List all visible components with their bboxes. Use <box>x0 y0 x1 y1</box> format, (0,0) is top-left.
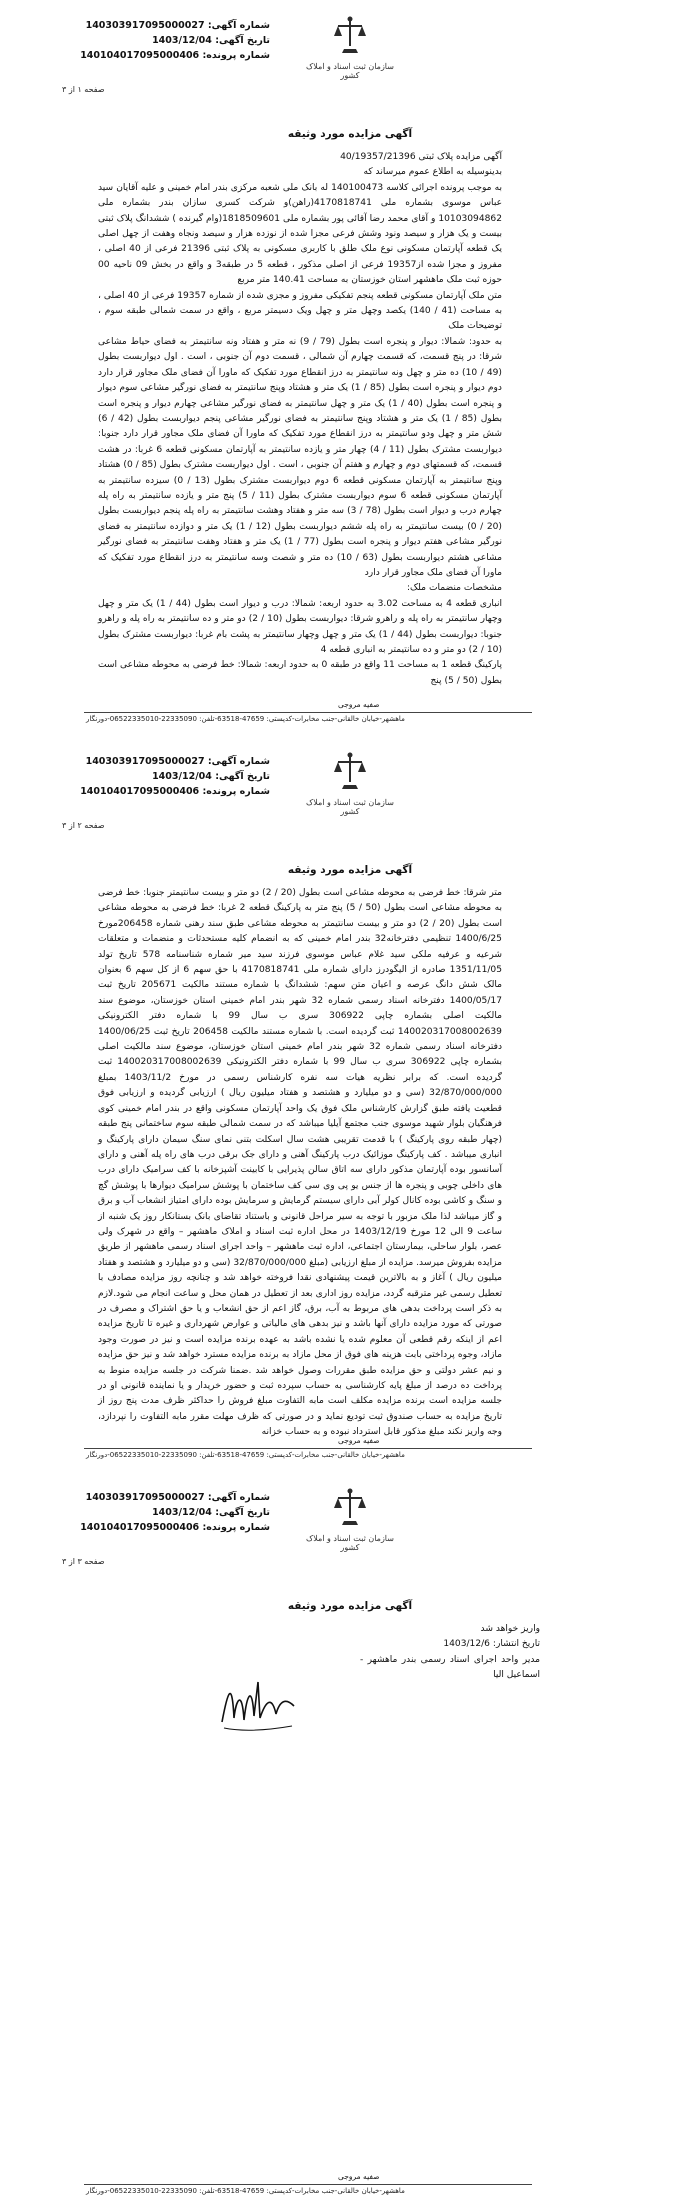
document-page-2 <box>0 736 700 1471</box>
page-label: صفحه ۲ از ۳ <box>62 821 105 830</box>
judiciary-emblem <box>300 752 400 816</box>
file-number: شماره پرونده: 140104017095000406 <box>80 786 270 797</box>
paragraph: به حدود: شمالا: دیوار و پنجره است بطول (79 / 9) نه متر و هفتاد ونه سانتیمتر به فضای حیاط مشاعی شرقا: در پنج قسمت، که قسمت چهارم آن شمالی ، قسمت دوم آن جنوبی ، است . اول دیواربست بطول (49 / 10) ده متر و چهل ونه سانتیمتر به درز انقطاع مورد تفکیک که ماورا آن فضای ملک مجاور قرار دارد دوم دیوار و پنجره است بطول (85 / 1) یک متر و هشتاد وپنج سانتیمتر به فضای نورگیر مشاعی سوم دیوار و پنجره است بطول (40 / 1) یک متر و چهل سانتیمتر به فضای نورگیر مشاعی چهارم دیوار و پنجره است بطول (85 / 1) یک متر و هشتاد وپنج سانتیمتر به فضای نورگیر مشاعی پنجم دیواربست بطول (42 / 6) شش متر و چهل ودو سانتیمتر به درز انقطاع مورد تفکیک که ماورا آن فضای ملک مجاور قرار دارد جنوبا: دیواربست مشترک بطول (11 / 4) چهار متر و یازده سانتیمتر به آپارتمان مسکونی قطعه 6 غربا: در هشت قسمت، که قسمتهای دوم و چهارم و هفتم آن جنوبی ، است . اول دیواربست مشترک بطول (85 / 0) هشتاد وپنج سانتیمتر به آپارتمان مسکونی قطعه 6 دوم دیواربست مشترک بطول (13 / 0) سیزده سانتیمتر به آپارتمان مسکونی قطعه 6 سوم دیواربست مشترک بطول (11 / 5) پنج متر و یازده سانتیمتر به راه پله چهارم درب و دیوار است بطول (78 / 3) سه متر و هفتاد وهشت سانتیمتر به راه پله پنجم دیواربست بطول (20 / 0) بیست سانتیمتر به راه پله ششم دیواربست بطول (12 / 1) یک متر و دوازده سانتیمتر به فضای نورگیر مشاعی هفتم دیوار و پنجره است بطول (77 / 1) یک متر و هفتاد وهفت سانتیمتر به فضای نورگیر مشاعی هشتم دیواربست بطول (63 / 10) ده متر و شصت وسه سانتیمتر به درز انقطاع مورد تفکیک که ماورا آن فضای ملک مجاور قرار دارد <box>98 336 502 578</box>
file-number: شماره پرونده: 140104017095000406 <box>80 1522 270 1533</box>
publish-date: تاریخ انتشار: 1403/12/6 <box>443 1639 540 1650</box>
footer-divider <box>84 1448 532 1449</box>
ad-meta <box>80 754 270 799</box>
organization-name: سازمان ثبت اسناد و املاک کشور <box>306 62 394 80</box>
paragraph: پارکینگ قطعه 1 به مساحت 11 واقع در طبقه 0 به حدود اربعه: شمالا: خط فرضی به محوطه مشاعی است بطول (50 / 5) پنج <box>98 660 502 686</box>
page-footer <box>0 1436 700 1466</box>
paragraph: بدینوسیله به اطلاع عموم میرساند که <box>363 167 502 178</box>
paragraph: واریز خواهد شد <box>480 1624 540 1634</box>
signature-image <box>214 1670 304 1740</box>
ad-date: تاریخ آگهی: 1403/12/04 <box>152 1507 270 1518</box>
page-label: صفحه ۳ از ۳ <box>62 1557 105 1566</box>
footer-divider <box>84 2184 532 2185</box>
ad-number: شماره آگهی: 140303917095000027 <box>85 20 270 31</box>
footer-address: ماهشهر-خیابان خالقانی-جنب مخابرات-کدپستی: 47659-63518-تلفن: 22335090-06522335010-دورنگار <box>86 715 405 723</box>
footer-sign-label: صفیه مروجی <box>338 2172 380 2181</box>
page-title: آگهی مزایده مورد وثیقه <box>287 128 413 140</box>
page-label: صفحه ۱ از ۳ <box>62 85 105 94</box>
page-title: آگهی مزایده مورد وثیقه <box>287 1600 413 1612</box>
notice-body <box>98 886 502 1441</box>
paragraph: به موجب پرونده اجرائی کلاسه 140100473 له بانک ملی شعبه مرکزی بندر امام خمینی و علیه آقایان سید عباس موسوی بشماره ملی 4170818741(راهن)و شرکت کسری سازان بندر بشماره ملی 10103094862 و آقای محمد رضا آقائی پور بشماره ملی 1818509601(وام گیرنده ) ششدانگ پلاک ثبتی بیست و یک هزار و سیصد ونود وشش فرعی مجزا شده از نوزده هزار و سیصد ونجاه وهفت از چهل اصلی یک قطعه آپارتمان مسکونی نوع ملک طلق با کاربری مسکونی به پلاک ثبتی 21396 فرعی از 40 اصلی ، مفروز و مجزا شده از19357 فرعی از اصلی مذکور ، قطعه 5 در طبقه3 و واقع در بخش 09 ناحیه 00 حوزه ثبت ملک ماهشهر استان خوزستان به مساحت 140.41 متر مربع <box>98 182 503 286</box>
scales-of-justice-icon <box>333 1488 367 1528</box>
footer-address: ماهشهر-خیابان خالقانی-جنب مخابرات-کدپستی: 47659-63518-تلفن: 22335090-06522335010-دورنگار <box>86 2187 405 2195</box>
ad-number: شماره آگهی: 140303917095000027 <box>85 1492 270 1503</box>
signatory: مدیر واحد اجرای اسناد رسمی بندر ماهشهر - اسماعیل الیا <box>360 1654 540 1681</box>
judiciary-emblem <box>300 1488 400 1552</box>
page-footer <box>0 2172 700 2202</box>
scales-of-justice-icon <box>333 752 367 792</box>
footer-divider <box>84 712 532 713</box>
paragraph: آگهی مزایده پلاک ثبتی 40/19357/21396 <box>340 152 502 162</box>
file-number: شماره پرونده: 140104017095000406 <box>80 50 270 61</box>
organization-name: سازمان ثبت اسناد و املاک کشور <box>306 1534 394 1552</box>
ad-date: تاریخ آگهی: 1403/12/04 <box>152 35 270 46</box>
notice-body <box>98 150 502 689</box>
ad-number: شماره آگهی: 140303917095000027 <box>85 756 270 767</box>
judiciary-emblem <box>300 16 400 80</box>
paragraph: مشخصات منضمات ملک: <box>406 583 502 594</box>
document-page-3 <box>0 1472 700 2207</box>
paragraph: انباری قطعه 4 به مساحت 3.02 به حدود اربعه: شمالا: درب و دیوار است بطول (44 / 1) یک متر و چهل وچهار سانتیمتر به راه پله و راهرو شرقا: دیواربست بطول (10 / 2) دو متر و ده سانتیمتر به راه پله و راهرو جنوبا: دیواربست بطول (44 / 1) یک متر و چهل وچهار سانتیمتر به پشت بام غربا: دیواربست مشترک بطول (10 / 2) دو متر و ده سانتیمتر به انباری قطعه 4 <box>98 598 503 655</box>
footer-address: ماهشهر-خیابان خالقانی-جنب مخابرات-کدپستی: 47659-63518-تلفن: 22335090-06522335010-دورنگار <box>86 1451 405 1459</box>
organization-name: سازمان ثبت اسناد و املاک کشور <box>306 798 394 816</box>
paragraph: متن ملک آپارتمان مسکونی قطعه پنجم تفکیکی مفروز و مجزی شده از شماره 19357 فرعی از 40 اصلی ، به مساحت (41 / 140) یکصد وچهل متر و چهل ویک دسیمتر مربع ، واقع در سمت شمالی طبقه سوم ، توضیحات ملک <box>98 290 503 332</box>
page-title: آگهی مزایده مورد وثیقه <box>287 864 413 876</box>
notice-body <box>360 1622 540 1684</box>
scales-of-justice-icon <box>333 16 367 56</box>
ad-meta <box>80 1490 270 1535</box>
document-page-1 <box>0 0 700 735</box>
ad-date: تاریخ آگهی: 1403/12/04 <box>152 771 270 782</box>
page-footer <box>0 700 700 730</box>
paragraph: متر شرقا: خط فرضی به محوطه مشاعی است بطول (20 / 2) دو متر و بیست سانتیمتر جنوبا: خط فرضی به محوطه مشاعی است بطول (50 / 5) پنج متر به پارکینگ قطعه 2 غربا: خط فرضی به محوطه مشاعی است بطول (20 / 2) دو متر و بیست سانتیمتر به محوطه مشاعی طبق سند رهنی شماره 206458مورخ 1400/6/25 تنظیمی دفترخانه32 بندر امام خمینی که به انضمام کلیه مستحدثات و منضمات و متعلقات شرعیه و عرفیه ملکی سید غلام عباس موسوی فرزند سید میر شماره شناسنامه 578 تاریخ تولد 1351/11/05 صادره از الیگودرز دارای شماره ملی 4170818741 با حق سهم 6 از کل سهم 6 بعنوان مالک شش دانگ عرصه و اعیان متن سهم: ششدانگ با شماره مستند مالکیت 205671 تاریخ ثبت 1400/05/17 دفترخانه اسناد رسمی شماره 32 شهر بندر امام خمینی استان خوزستان، موضوع سند مالکیت اصلی بشماره چاپی 306922 سری ب سال 99 با شماره دفتر الکترونیکی 140020317008002639 ثبت گردیده است. با شماره مستند مالکیت 206458 تاریخ ثبت 1400/06/25 دفترخانه اسناد رسمی شماره 32 شهر بندر امام خمینی استان خوزستان، موضوع سند مالکیت اصلی بشماره چاپی 306922 سری ب سال 99 با شماره دفتر الکترونیکی 140020317008002639 ثبت گردیده است. که برابر نظریه هیات سه نفره کارشناس رسمی در مورخ 1403/11/2 بمبلغ 32/870/000/000 (سی و دو میلیارد و هشتصد و هفتاد میلیون ریال ) ارزیابی گردیده و ارزیابی فوق قطعیت یافته طبق گزارش کارشناس ملک فوق یک واحد آپارتمان مسکونی واقع در بندر امام خمینی کوی فرهنگیان بلوار شهید موسوی جنب مجتمع آیلیا میباشد که در سمت شمالی طبقه سوم ساختمانی پنج طبقه (چهار طبقه روی پارکینگ ) با قدمت تقریبی هشت سال اسکلت بتنی نمای سنگ سیمان دارای پارکینگ و انباری میباشد . کف پارکینگ موزائیک درب پارکینگ آهنی و دارای جک برقی درب های راه پله آهنی و دارای آسانسور بوده آپارتمان مذکور دارای سه اتاق سالن پذیرایی با کابینت آشپزخانه با کف سرامیک دارای درب های داخلی چوبی و پنجره ها از جنس یو پی وی سی کف ساختمان با پوشش سرامیک دیوارها با پوشش گچ و سنگ و کاشی بوده کانال کولر آبی دارای سیستم گرمایش و سرمایش بوده دارای امتیاز انشعاب آب و برق و گاز میباشد لذا ملک مزبور با توجه به سیر مراحل قانونی و باستناد تقاضای بانک بستانکار روز یک شنبه از ساعت 9 الی 12 مورخ 1403/12/19 در محل اداره ثبت اسناد و املاک ماهشهر – واقع در شهرک ولی عصر، بلوار ساحلی، بیمارستان اجتماعی، اداره ثبت ماهشهر – واحد اجرای اسناد رسمی ماهشهر از طریق مزایده بفروش میرسد. مزایده از مبلغ ارزیابی (مبلغ 32/870/000/000 (سی و دو میلیارد و هشتصد و هفتاد میلیون ریال ) آغاز و به بالاترین قیمت پیشنهادی نقدا فروخته خواهد شد و چنانچه روز مزایده مصادف با تعطیل رسمی غیر مترقبه گردد، مزایده روز اداری بعد از تعطیل در همان محل و ساعت انجام می شود.لازم به ذکر است پرداخت بدهی های مربوط به آب، برق، گاز اعم از حق انشعاب و یا حق اشتراک و مصرف در صورتی که مورد مزایده دارای آنها باشد و نیز بدهی های مالیاتی و عوارض شهرداری و غیره تا تاریخ مزایده اعم از اینکه رقم قطعی آن معلوم شده یا نشده باشد به عهده برنده مزایده است و نیز در صورت وجود مازاد، وجوه پرداختی بابت هزینه های فوق از محل مازاد به برنده مزایده مسترد خواهد شد و نیز حق مزایده و نیم عشر دولتی و حق مزایده طبق مقررات وصول خواهد شد .ضمنا شرکت در جلسه مزایده منوط به پرداخت ده درصد از مبلغ پایه کارشناسی به حساب سپرده ثبت و حضور خریدار و یا نماینده قانونی او در جلسه مزایده است برنده مزایده مکلف است مابه التفاوت مبلغ فروش را حداکثر ظرف مدت پنج روز از تاریخ مزایده به حساب صندوق ثبت تودیع نماید و در صورتی که ظرف مهلت مقرر مابه التفاوت را نپردازد، وجه واریز نکند مبلغ مذکور قابل استرداد نبوده و به حساب خزانه <box>98 888 503 1438</box>
ad-meta <box>80 18 270 63</box>
footer-sign-label: صفیه مروجی <box>338 700 380 709</box>
footer-sign-label: صفیه مروجی <box>338 1436 380 1445</box>
handwritten-signature <box>214 1670 304 1744</box>
